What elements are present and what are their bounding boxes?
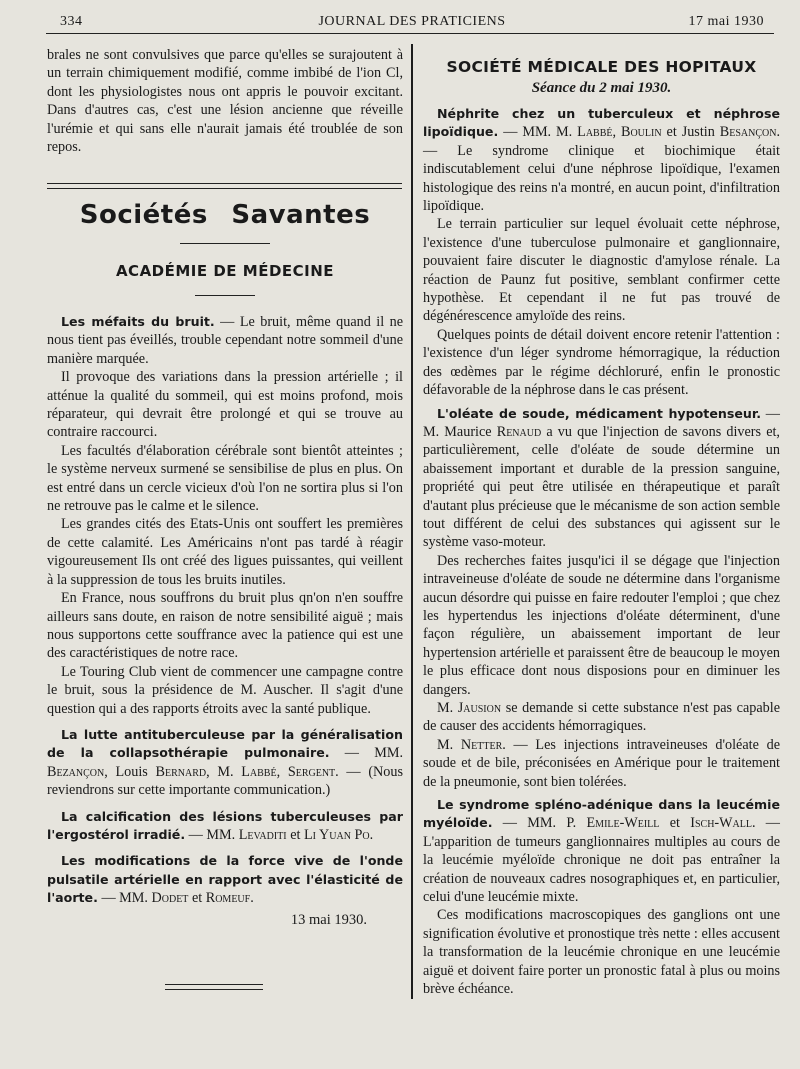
issue-date: 17 mai 1930 bbox=[688, 14, 764, 29]
journal-title: JOURNAL DES PRATICIENS bbox=[318, 14, 506, 29]
seance-date: Séance du 2 mai 1930. bbox=[531, 80, 672, 96]
subsection-title-academie: ACADÉMIE DE MÉDECINE bbox=[115, 262, 335, 280]
column-divider bbox=[411, 44, 413, 999]
header-rule bbox=[46, 33, 774, 34]
title-underline bbox=[180, 243, 270, 244]
article-oleate-jausion: M. Jausion se demande si cette substance n'est pas capable de causer des accidents hémorragiques. bbox=[423, 700, 781, 735]
article-tuberculose-heading: La lutte antituberculeuse par la généralisation de la collapsothérapie pulmonaire. bbox=[47, 726, 403, 761]
article-onde-heading: Les modifications de la force vive de l'onde pulsatile artérielle en rapport avec l'élasticité de l'aorte. bbox=[47, 853, 403, 906]
left-column bbox=[47, 46, 403, 156]
intro-paragraph: brales ne sont convulsives que parce qu'elles se surajoutent à un terrain chimiquement modifié, comme imbibé de l'ion Cl, dont les physiologistes nous ont appris le pouvoir excitant. Dans d'autres cas, c'est une lésion ancienne que réveille l'urémie et qui sans elle n'aurait jamais été troublée de son repos. bbox=[47, 47, 403, 156]
article-calcification-heading: La calcification des lésions tuberculeuses par l'ergostérol irradié. bbox=[47, 808, 403, 842]
article-nephrite: Néphrite chez un tuberculeux et néphrose lipoïdique. — MM. M. Labbé, Boulin et Justin Besançon. — Le syndrome clinique et biochimique était indiscutablement celui d'une néphrose lipoïdique, l'examen histologique des reins n'a montré, en aucun point, d'infiltration lipoïdique. bbox=[423, 106, 780, 215]
right-column bbox=[423, 52, 780, 999]
article-bruit-heading: Les méfaits du bruit. bbox=[61, 314, 215, 329]
article-bruit-p3: Les grandes cités des Etats-Unis ont souffert les premières de cette calamité. Les Américains n'ont pas tardé à réagir vigoureusement Ils ont créé des ligues puissantes, qui veillent à la suppression de tous les bruits inutiles. bbox=[47, 516, 403, 588]
article-leucemie-heading: Le syndrome spléno-adénique dans la leucémie myéloïde. bbox=[423, 797, 780, 831]
article-bruit-lead: Les méfaits du bruit. — Le bruit, même quand il ne nous tient pas éveillés, trouble cependant notre sommeil d'une manière marquée. bbox=[47, 314, 404, 367]
article-oleate-netter: M. Netter. — Les injections intraveineuses d'oléate de soude et de bile, préconisées en Amérique pour le traitement de la pneumonie, sont bien tolérées. bbox=[423, 736, 780, 790]
subsection-underline bbox=[195, 295, 255, 296]
article-nephrite-p2: Quelques points de détail doivent encore retenir l'attention : l'existence d'un léger syndrome hémorragique, la réduction des œdèmes par le régime déchloruré, enfin le pronostic défavorable de la néphrose dans le cas présent. bbox=[423, 326, 780, 399]
closing-double-rule bbox=[165, 984, 263, 990]
section-title-societes-savantes: Sociétés Savantes bbox=[79, 200, 371, 230]
article-tuberculose: La lutte antituberculeuse par la généralisation de la collapsothérapie pulmonaire. — MM. Bezançon, Louis Bernard, M. Labbé, Sergent. — (Nous reviendrons sur cette importante communication.) bbox=[47, 726, 404, 799]
academie-articles bbox=[47, 313, 403, 929]
running-head bbox=[60, 12, 764, 34]
section-title-societe-medicale: SOCIÉTÉ MÉDICALE DES HOPITAUX bbox=[446, 58, 757, 76]
page-number: 334 bbox=[60, 14, 83, 29]
article-oleate-p1: Des recherches faites jusqu'ici il se dégage que l'injection intraveineuse d'oléate de soude ne détermine dans l'organisme aucun désordre qui puisse en faire redouter l'emploi ; que chez les hypertendus les injections d'oléate déterminent, d'une façon régulière, un abaissement important de leur hypertension artérielle et paraissent être de beaucoup le moyen le plus efficace dont nous disposions pour en diminuer les dangers. bbox=[423, 552, 780, 698]
section-double-rule bbox=[47, 183, 402, 189]
article-leucemie-p1: Ces modifications macroscopiques des ganglions ont une signification évolutive et pronostique très nette : elles accusent la transformation de la leucémie chronique en une leucémie aiguë et doivent faire porter un pronostic fatal à plus ou moins brève échéance. bbox=[423, 907, 780, 998]
article-oleate-heading: L'oléate de soude, médicament hypotenseur. bbox=[437, 405, 762, 421]
article-nephrite-p1: Le terrain particulier sur lequel évoluait cette néphrose, l'existence d'une tuberculose pulmonaire et ganglionnaire, pouvaient faire discuter le diagnostic d'amylose rénale. La réaction de Paunz fut positive, semblant confirmer cette hypothèse. Et cependant il ne fut pas trouvé de dégénérescence amyloïde des reins. bbox=[423, 216, 780, 325]
article-calcification: La calcification des lésions tuberculeuses par l'ergostérol irradié. — MM. Levaditi et Li Yuan Po. bbox=[47, 808, 403, 843]
article-onde-pulsatile: Les modifications de la force vive de l'onde pulsatile artérielle en rapport avec l'élasticité de l'aorte. — MM. Dodet et Romeuf. bbox=[47, 853, 403, 907]
article-bruit-p1: Il provoque des variations dans la pression artérielle ; il atténue la qualité du sommeil, qui est moins profond, mois réparateur, qui devrait être prolongé et qui se trouve au contraire raccourci. bbox=[47, 369, 403, 441]
article-bruit-p2: Les facultés d'élaboration cérébrale sont bientôt atteintes ; le système nerveux surmené se sensibilise de plus en plus. On est entré dans un cercle vicieux d'où l'on ne sortira plus si l'on ne retrouve pas le calme et le silence. bbox=[47, 442, 403, 515]
article-oleate: L'oléate de soude, médicament hypotenseur. — M. Maurice Renaud a vu que l'injection de savons divers et, particulièrement, celle d'oléate de soude détermine un abaissement important et durable de la pression sanguine, propriété qui peut être utilisée en thérapeutique et paraît d'autant plus précieuse que le mécanisme de son action semble tout différent de celui des substances qui agissent sur le système vaso-moteur. bbox=[423, 405, 780, 551]
session-date: 13 mai 1930. bbox=[290, 911, 367, 928]
article-bruit-p4: En France, nous souffrons du bruit plus qn'on n'en souffre ailleurs sans doute, en raison de notre sensibilité aiguë ; mais nous supportons cette souffrance avec la patience qui est une des caractéristiques de notre race. bbox=[47, 590, 403, 662]
article-leucemie: Le syndrome spléno-adénique dans la leucémie myéloïde. — MM. P. Emile-Weill et Isch-Wall. — L'apparition de tumeurs ganglionnaires multiples au cours de la leucémie myéloïde chronique ne doit pas entraîner la création de nouveaux cadres nosographiques et, en particulier, celui d'une leucémie mixte. bbox=[423, 797, 780, 906]
article-bruit-p5: Le Touring Club vient de commencer une campagne contre le bruit, sous la présidence de M. Auscher. Il s'agit d'une question qui a des rapports étroits avec la santé publique. bbox=[47, 663, 403, 717]
article-nephrite-heading: Néphrite chez un tuberculeux et néphrose lipoïdique. bbox=[423, 106, 780, 140]
